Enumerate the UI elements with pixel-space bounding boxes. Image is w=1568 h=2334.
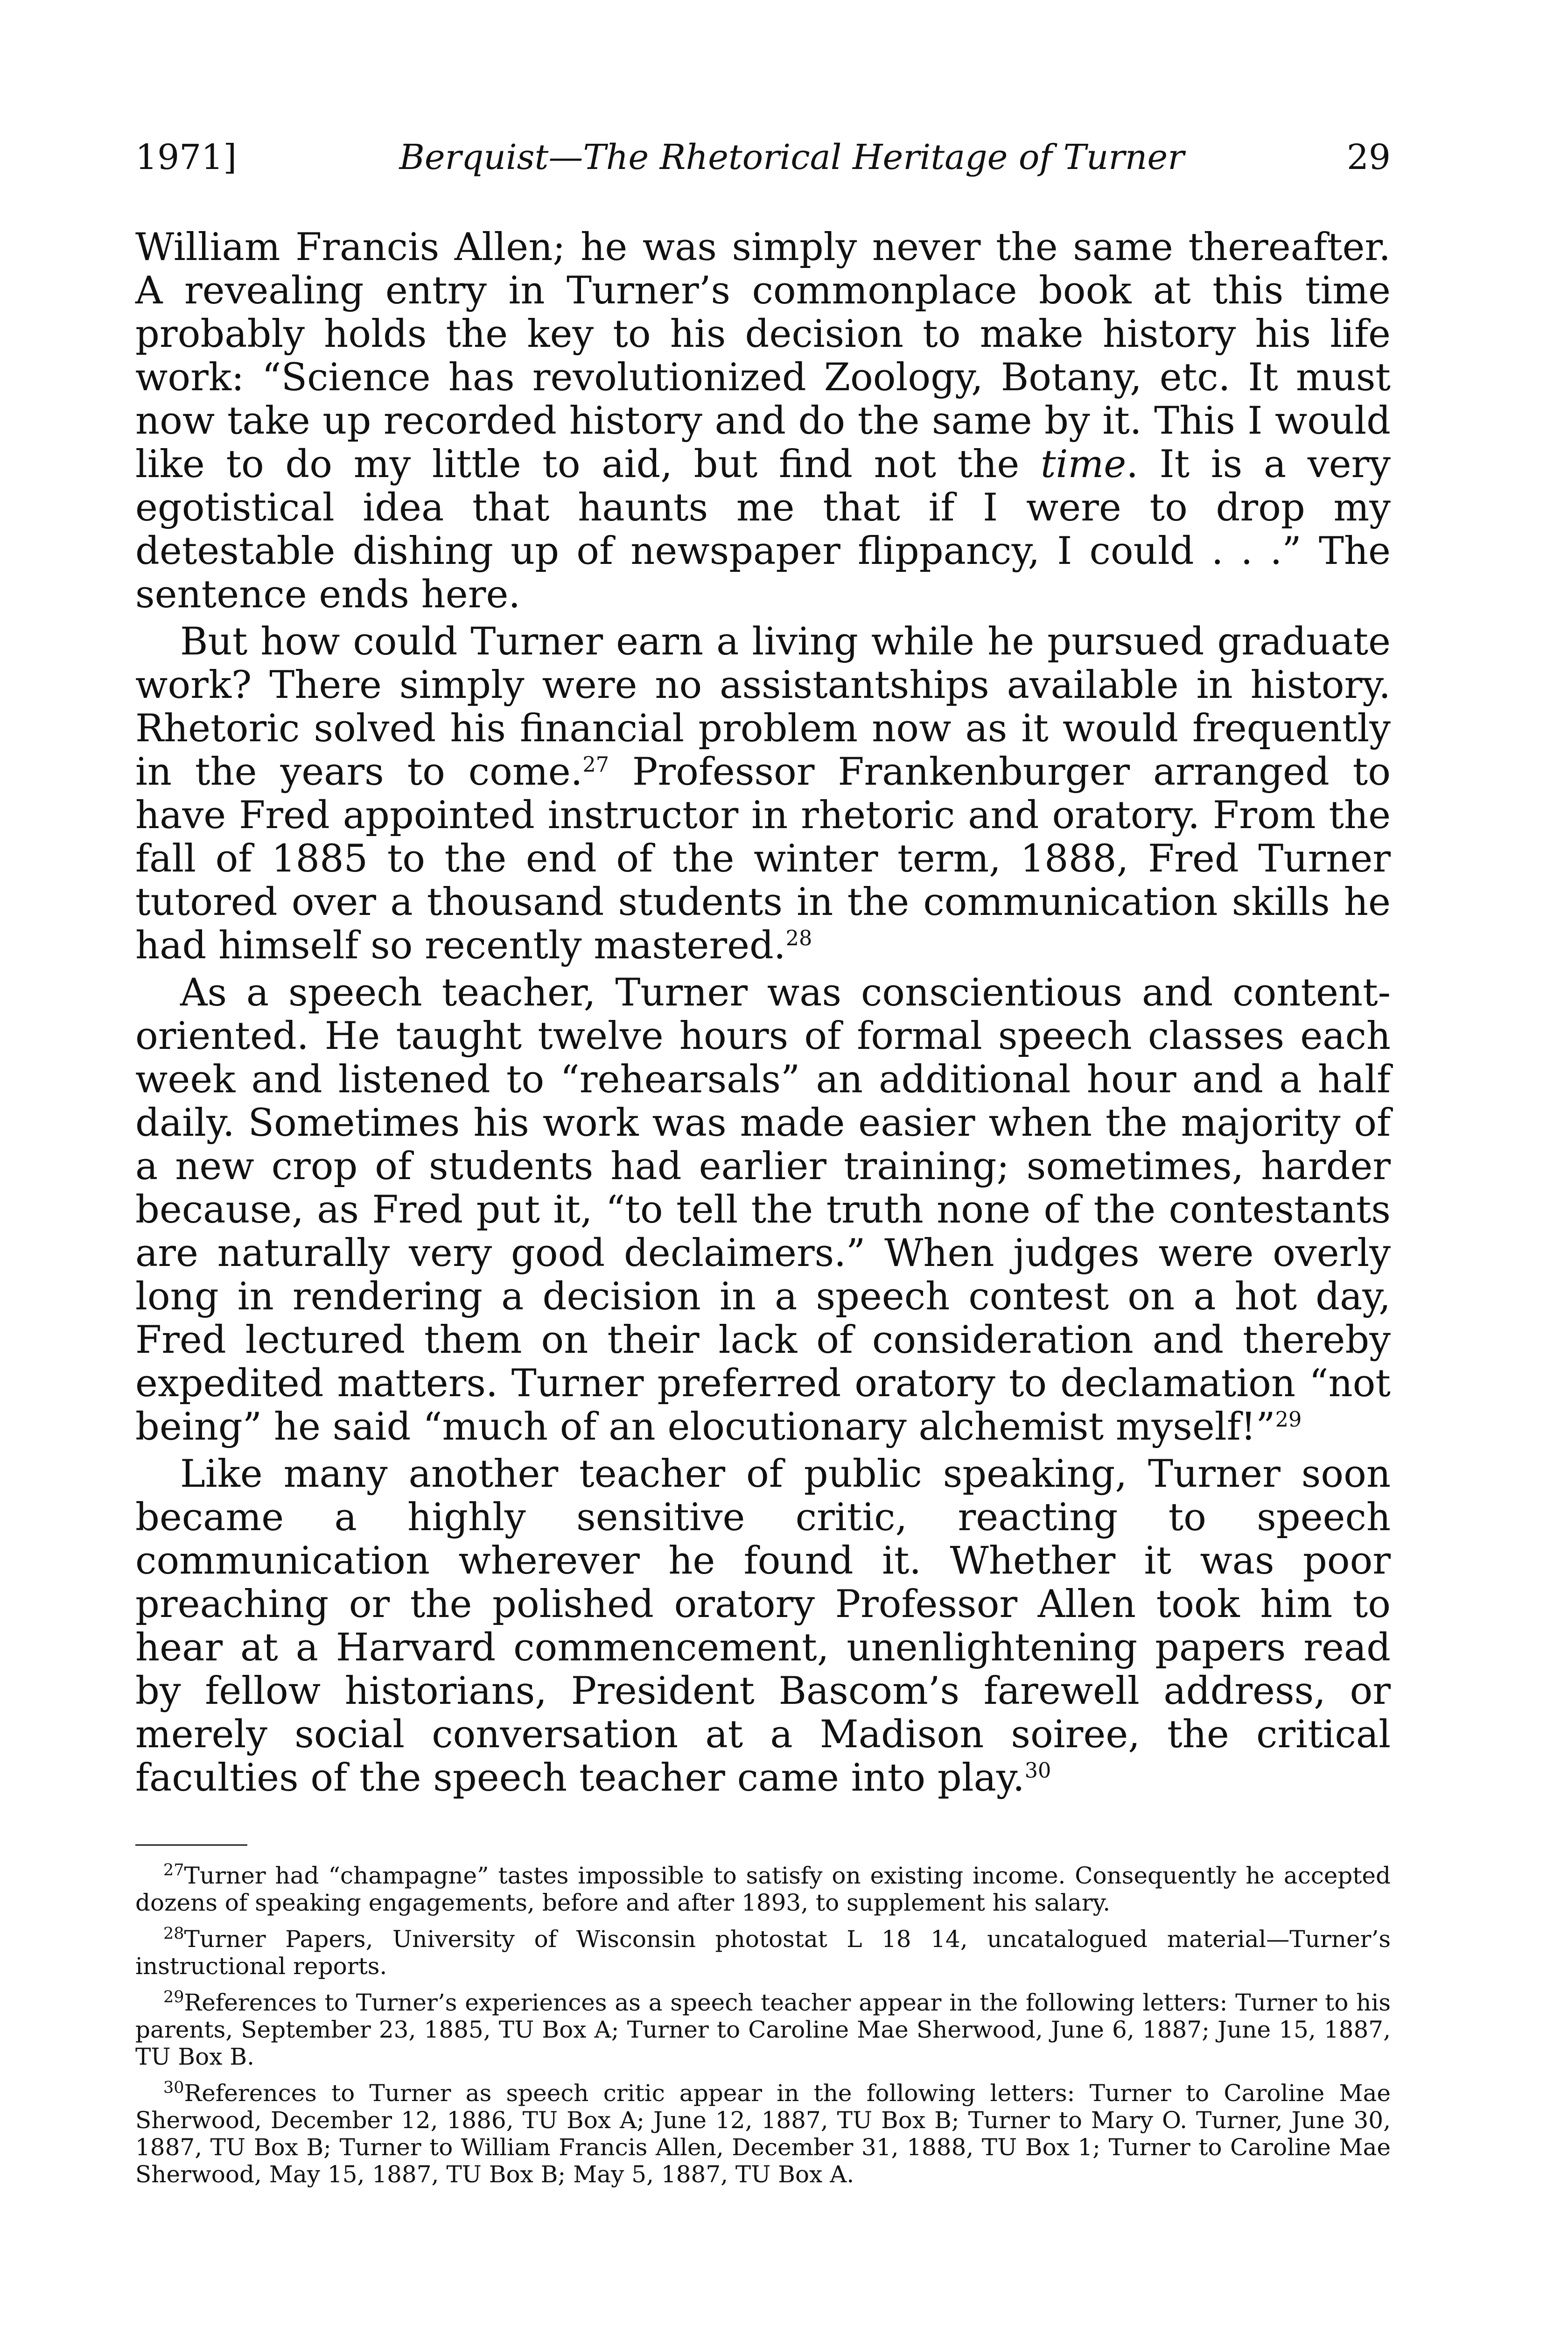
footnote-ref-30: 30 — [1024, 1758, 1051, 1783]
footnote-ref-27: 27 — [582, 752, 609, 777]
paragraph-1: William Francis Allen; he was simply never the same thereafter. A revealing entry in Turner’s commonplace book at this time probably holds the key to his decision to make history his life work: “Science has revolutionized Zoology, Botany, etc. It must now take up recorded history and do the same by it. This I would like to do my little to aid, but find not the time. It is a very egotistical idea that haunts me that if I were to drop my detestable dishing up of newspaper flippancy, I could . . .” The sentence ends here. — [135, 225, 1391, 617]
header-year: 1971] — [135, 137, 237, 177]
footnotes — [135, 1862, 1391, 2188]
paragraph-4: Like many another teacher of public speaking, Turner soon became a highly sensitive critic, reacting to speech communication wherever he found it. Whether it was poor preaching or the polished oratory Professor Allen took him to hear at a Harvard commencement, unenlightening papers read by fellow historians, President Bascom’s farewell address, or merely social conversation at a Madison soiree, the critical faculties of the speech teacher came into play.$^{30}$ — [135, 1452, 1391, 1800]
footnote-ref-29: 29 — [1275, 1407, 1302, 1432]
body-text — [135, 226, 1391, 1800]
footnote-ref-28: 28 — [785, 926, 812, 950]
page-number: 29 — [1346, 137, 1391, 177]
emphasis-time: time — [1041, 443, 1127, 486]
footnote-30: $^{30}$References to Turner as speech critic appear in the following letters: Turner to Caroline Mae Sherwood, December 12, 1886, TU Box A; June 12, 1887, TU Box B; Turner to Mary O. Turner, June 30, 1887, TU Box B; Turner to William Francis Allen, December 31, 1888, TU Box 1; Turner to Caroline Mae Sherwood, May 15, 1887, TU Box B; May 5, 1887, TU Box A. — [135, 2078, 1391, 2188]
footnote-27: $^{27}$Turner had “champagne” tastes impossible to satisfy on existing income. Consequently he accepted dozens of speaking engagements, before and after 1893, to supplement his salary. — [135, 1861, 1391, 1916]
running-head — [135, 137, 1391, 177]
header-title: Berquist—The Rhetorical Heritage of Turner — [399, 137, 1184, 177]
paragraph-3: As a speech teacher, Turner was conscientious and content-oriented. He taught twelve hours of formal speech classes each week and listened to “rehearsals” an additional hour and a half daily. Sometimes his work was made easier when the majority of a new crop of students had earlier training; sometimes, harder because, as Fred put it, “to tell the truth none of the contestants are naturally very good declaimers.” When judges were overly long in rendering a decision in a speech contest on a hot day, Fred lectured them on their lack of consideration and thereby expedited matters. Turner preferred oratory to declamation “not being” he said “much of an elocutionary alchemist myself!”$^{29}$ — [135, 971, 1391, 1449]
paragraph-2: But how could Turner earn a living while he pursued graduate work? There simply were no assistantships available in history. Rhetoric solved his financial problem now as it would frequently in the years to come.$^{27}$ Professor Frankenburger arranged to have Fred appointed instructor in rhetoric and oratory. From the fall of 1885 to the end of the winter term, 1888, Fred Turner tutored over a thousand students in the communication skills he had himself so recently mastered.$^{28}$ — [135, 620, 1391, 968]
footnote-28: $^{28}$Turner Papers, University of Wisconsin photostat L 18 14, uncatalogued material—Turner’s instructional reports. — [135, 1924, 1391, 1980]
footnote-29: $^{29}$References to Turner’s experiences as a speech teacher appear in the following letters: Turner to his parents, September 23, 1885, TU Box A; Turner to Caroline Mae Sherwood, June 6, 1887; June 15, 1887, TU Box B. — [135, 1988, 1391, 2070]
footnote-divider — [135, 1844, 247, 1846]
page — [135, 137, 1391, 2197]
